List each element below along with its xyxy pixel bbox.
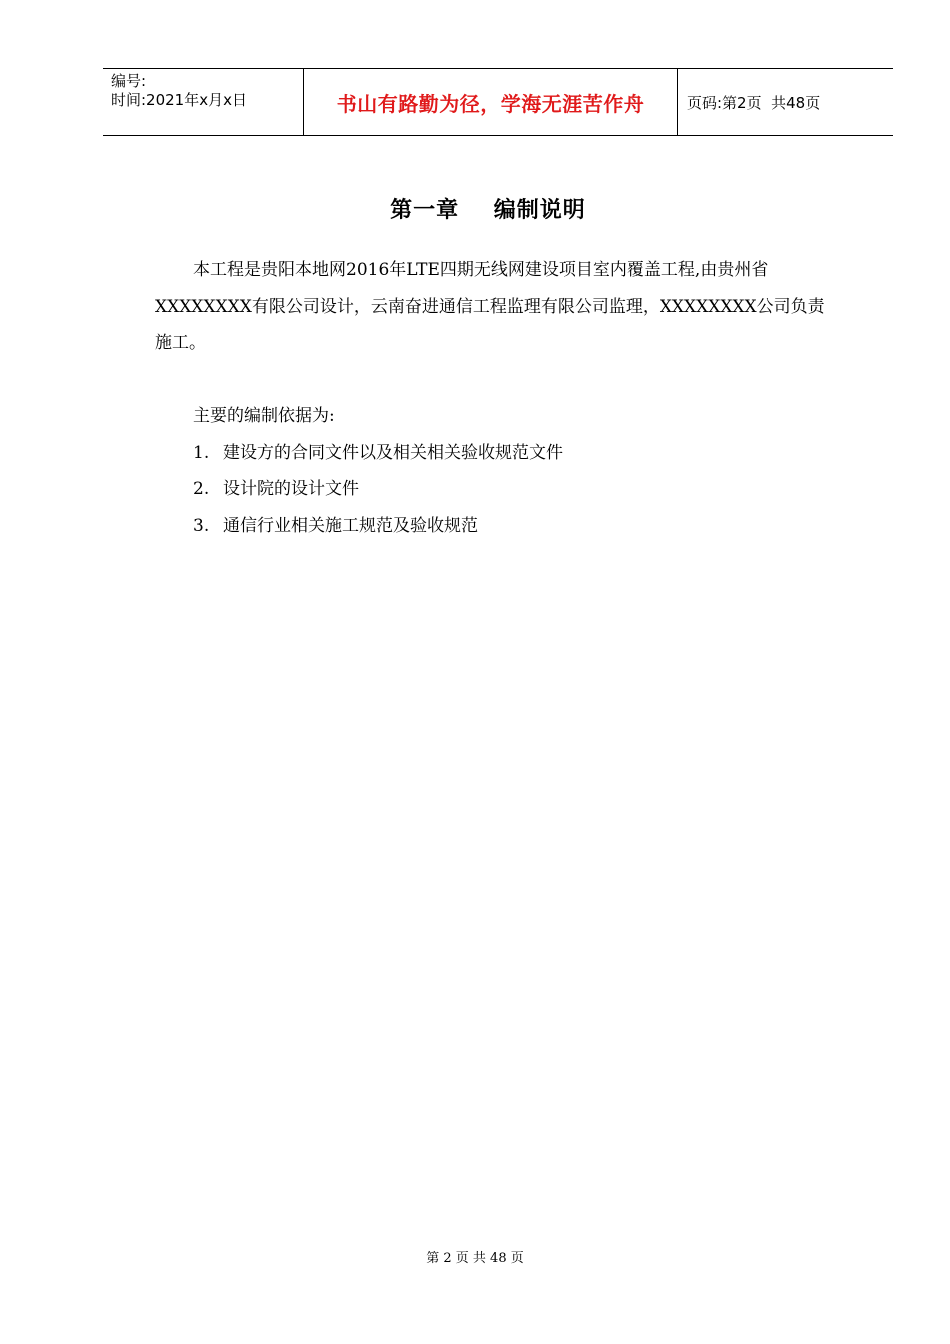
page-footer: 第 2 页 共 48 页 xyxy=(426,1251,524,1266)
list-item xyxy=(193,435,563,472)
basis-section xyxy=(193,398,563,544)
chapter-title: 第一章 编制说明 xyxy=(390,198,586,223)
list-item-text: 通信行业相关施工规范及验收规范 xyxy=(223,515,478,536)
header-meta-cell xyxy=(103,69,304,135)
header-motto-cell xyxy=(304,69,678,135)
document-number-label: 编号: xyxy=(111,72,147,90)
list-item-number: 2. xyxy=(193,479,210,499)
list-item-text: 建设方的合同文件以及相关相关验收规范文件 xyxy=(223,442,563,463)
list-item-number: 1. xyxy=(193,442,210,463)
basis-heading: 主要的编制依据为: xyxy=(193,406,335,426)
intro-paragraph: 本工程是贵阳本地网2016年LTE四期无线网建设项目室内覆盖工程,由贵州省XXXXXXXX有限公司设计，云南奋进通信工程监理有限公司监理，XXXXXXXX公司负责施工。 xyxy=(155,260,825,353)
list-item-text: 设计院的设计文件 xyxy=(223,479,359,499)
document-date: 时间:2021年x月x日 xyxy=(111,91,247,109)
list-item xyxy=(193,471,563,508)
header-motto: 书山有路勤为径，学海无涯苦作舟 xyxy=(336,91,645,116)
document-body xyxy=(155,252,835,362)
list-item-number: 3. xyxy=(193,515,210,536)
list-item xyxy=(193,508,563,545)
header-page-info: 页码:第2页 共48页 xyxy=(687,93,821,112)
document-header xyxy=(103,68,893,136)
header-page-cell xyxy=(678,69,893,135)
